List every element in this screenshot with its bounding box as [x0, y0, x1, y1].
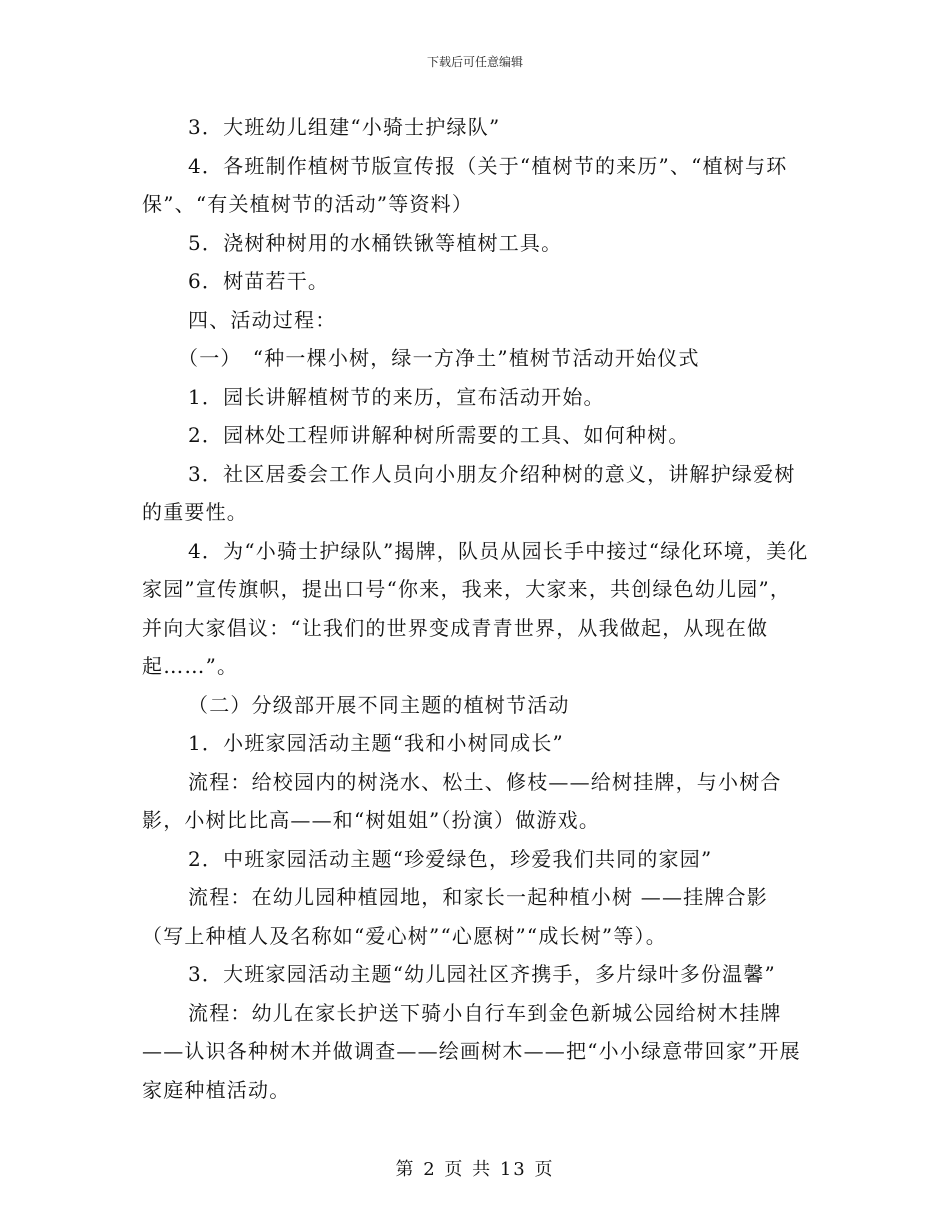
- document-body: [142, 108, 810, 1109]
- page-header: 下载后可任意编辑: [426, 55, 523, 69]
- subsection-heading-1: （一） “种一棵小树，绿一方净土”植树节活动开始仪式: [178, 346, 700, 370]
- paragraph-item-4: 4．各班制作植树节版宣传报（关于“植树节的来历”、“植树与环保”、“有关植树节的活动”等资料）: [142, 153, 788, 216]
- paragraph-item-3: 3．大班幼儿组建“小骑士护绿队”: [188, 115, 501, 139]
- paragraph-step-4: 4．为“小骑士护绿队”揭牌，队员从园长手中接过“绿化环境，美化家园”宣传旗帜，提出口号“你来，我来，大家来，共创绿色幼儿园”，并向大家倡议：“让我们的世界变成青青世界，从我做起，从现在做起……”。: [142, 538, 809, 678]
- page-footer: 第 2 页 共 13 页: [395, 1159, 555, 1180]
- paragraph-middle-class-theme: 2．中班家园活动主题“珍爱绿色，珍爱我们共同的家园”: [188, 846, 713, 871]
- paragraph-step-1: 1．园长讲解植树节的来历，宣布活动开始。: [188, 384, 605, 409]
- paragraph-item-6: 6．树苗若干。: [188, 269, 330, 293]
- paragraph-step-2: 2．园林处工程师讲解种树所需要的工具、如何种树。: [188, 423, 690, 447]
- paragraph-small-class-theme: 1．小班家园活动主题“我和小树同成长”: [188, 731, 564, 755]
- paragraph-small-class-flow: 流程：给校园内的树浇水、松土、修枝——给树挂牌，与小树合影，小树比比高——和“树姐姐”（扮演）做游戏。: [142, 769, 782, 832]
- paragraph-big-class-flow: 流程：幼儿在家长护送下骑小自行车到金色新城公园给树木挂牌——认识各种树木并做调查——绘画树木——把“小小绿意带回家”开展家庭种植活动。: [142, 1000, 801, 1102]
- paragraph-middle-class-flow: 流程：在幼儿园种植园地，和家长一起种植小树 ——挂牌合影（写上种植人及名称如“爱心树”“心愿树”“成长树”等）。: [142, 885, 768, 948]
- subsection-heading-2: （二）分级部开展不同主题的植树节活动: [188, 692, 570, 717]
- section-heading-activity-process: 四、活动过程：: [188, 307, 337, 332]
- paragraph-item-5: 5．浇树种树用的水桶铁锹等植树工具。: [188, 230, 563, 255]
- paragraph-step-3: 3．社区居委会工作人员向小朋友介绍种树的意义，讲解护绿爱树的重要性。: [142, 461, 796, 524]
- paragraph-big-class-theme: 3．大班家园活动主题“幼儿园社区齐携手，多片绿叶多份温馨”: [188, 962, 776, 986]
